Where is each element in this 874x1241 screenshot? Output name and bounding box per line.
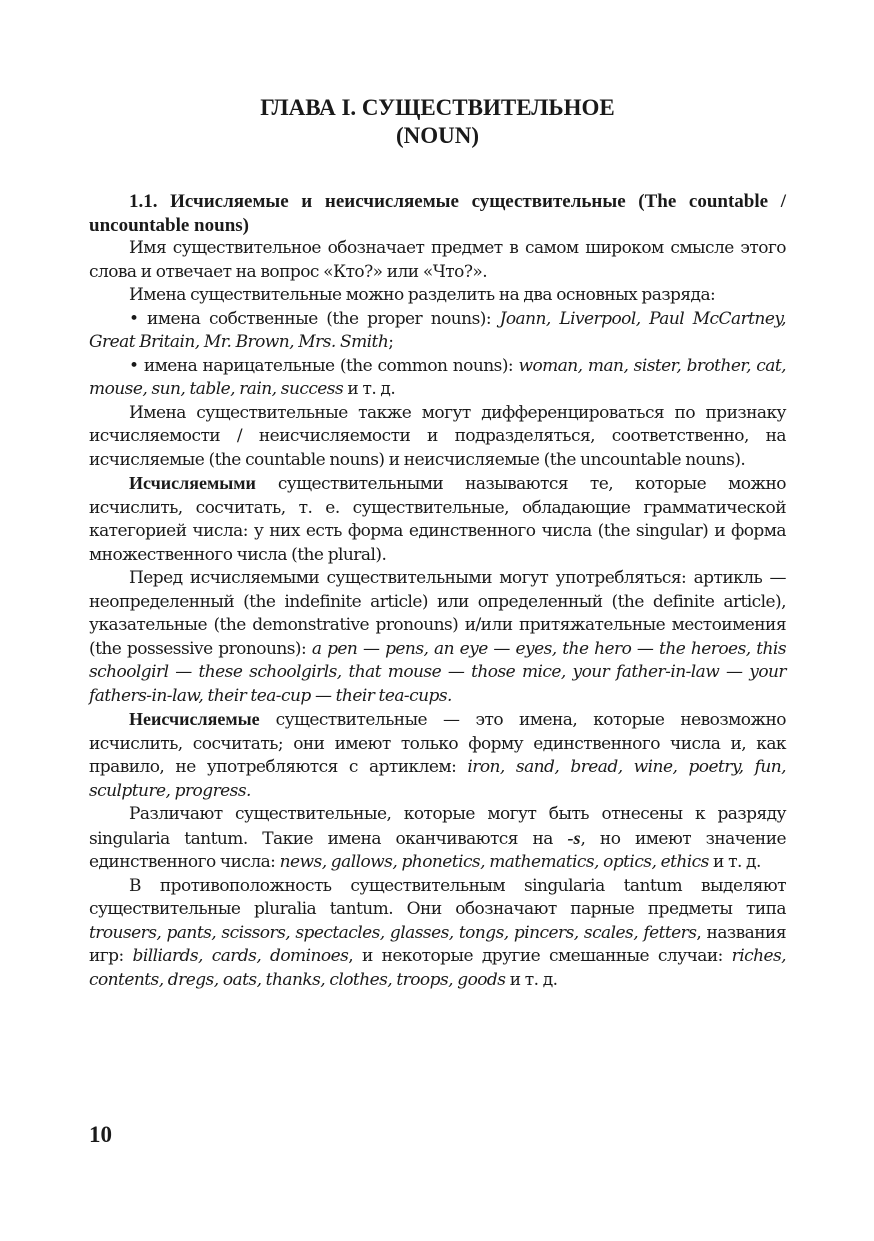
pluralia-examples-mixed: riches, contents, dregs, oats, thanks, clothes, troops, goods	[89, 946, 787, 990]
page-body	[89, 94, 786, 992]
paragraph-1: Имя существительное обозначает предмет в самом широком смысле этого слова и отвечает на вопрос «Кто?» или «Что?».	[89, 238, 786, 282]
common-nouns-lead: • имена нарицательные (the common nouns):	[129, 355, 519, 376]
countable-definition: существительными называются те, которые можно исчислить, сосчитать, т. е. существительные, обладающие грамматической категорией числа: у них есть форма единственного числа (the singular) и форма множественного числа (the plural).	[89, 474, 786, 565]
paragraph-uncountable	[89, 708, 786, 803]
articles-lead: Перед исчисляемыми существительными могут употребляться: артикль — неопределенный (the indefinite article) или определенный (the definite article), указательные (the demonstrative pronouns) и/или притяжательные местоимения (the possessive pronouns):	[89, 568, 786, 659]
chapter-title-line1: ГЛАВА I. СУЩЕСТВИТЕЛЬНОЕ	[260, 95, 615, 120]
paragraph-pluralia	[89, 875, 786, 993]
proper-nouns-lead: • имена собственные (the proper nouns):	[129, 308, 500, 329]
paragraph-singularia	[89, 803, 786, 875]
pluralia-mid2: , и некоторые другие смешанные случаи:	[348, 946, 732, 966]
pluralia-examples-games: billiards, cards, dominoes	[132, 946, 349, 966]
pluralia-lead: В противоположность существительным singularia tantum выделяют существительные pluralia tantum. Они обозначают парные предметы типа	[89, 875, 786, 919]
pluralia-examples-paired: trousers, pants, scissors, spectacles, glasses, tongs, pincers, scales, fetters	[89, 922, 697, 943]
pluralia-tail: и т. д.	[505, 969, 558, 990]
singularia-mid: , но имеют значение единственного числа:	[89, 828, 786, 872]
singularia-suffix: -s	[567, 827, 581, 848]
singularia-lead: Различают существительные, которые могут быть отнесены к разряду singularia tantum. Такие имена оканчиваются на	[89, 804, 786, 849]
singularia-tail: и т. д.	[708, 852, 761, 872]
common-nouns-tail: и т. д.	[343, 379, 396, 399]
singularia-examples: news, gallows, phonetics, mathematics, optics, ethics	[279, 852, 709, 872]
paragraph-common-nouns	[89, 355, 786, 402]
paragraph-proper-nouns	[89, 308, 786, 355]
chapter-title	[89, 94, 786, 150]
uncountable-definition: существительные — это имена, которые невозможно исчислить, сосчитать; они имеют только форму единственного числа и, как правило, не употребляются с артиклем:	[89, 710, 786, 777]
proper-nouns-tail: ;	[388, 332, 394, 352]
paragraph-countable	[89, 472, 786, 567]
paragraph-5: Имена существительные также могут дифференцироваться по признаку исчисляемости / неисчисляемости и подразделяться, соответственно, на исчисляемые (the countable nouns) и неисчисляемые (the uncountable nouns).	[89, 402, 786, 470]
paragraph-2: Имена существительные можно разделить на два основных разряда:	[129, 285, 716, 305]
uncountable-term: Неисчисляемые	[129, 709, 260, 729]
section-heading: 1.1. Исчисляемые и неисчисляемые существительные (The countable / uncountable nouns)	[89, 191, 786, 236]
common-nouns-examples: woman, man, sister, brother, cat, mouse, sun, table, rain, success	[89, 355, 786, 399]
uncountable-examples: iron, sand, bread, wine, poetry, fun, sculpture, progress.	[89, 757, 786, 801]
countable-term: Исчисляемыми	[129, 473, 256, 493]
page-number: 10	[89, 1122, 112, 1147]
chapter-title-line2: (NOUN)	[395, 123, 480, 148]
articles-examples: a pen — pens, an eye — eyes, the hero — the heroes, this schoolgirl — these schoolgirls, that mouse — those mice, your father-in-law — your fathers-in-law, their tea-cup — their tea-cups.	[89, 638, 786, 706]
pluralia-mid: , названия игр:	[89, 922, 786, 966]
proper-nouns-examples: Joann, Liverpool, Paul McCartney, Great Britain, Mr. Brown, Mrs. Smith	[89, 308, 786, 352]
paragraph-articles	[89, 567, 786, 708]
